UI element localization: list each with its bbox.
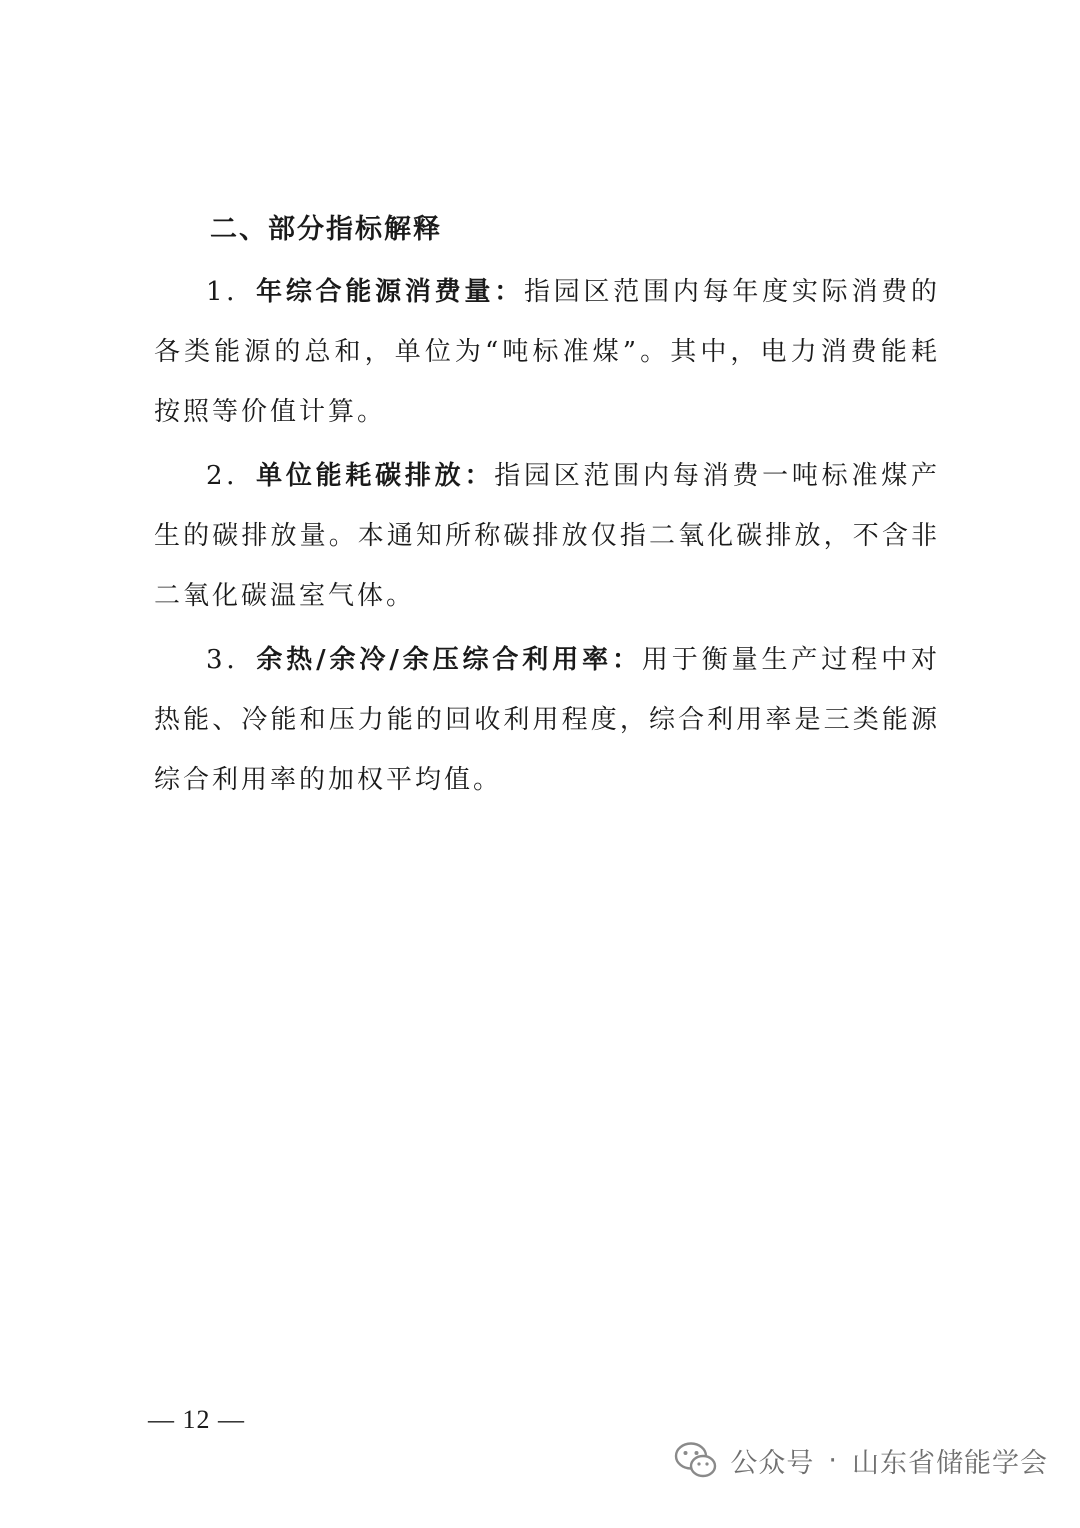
definition-text: 指园区范围内每消费一吨标准煤产生的碳排放量。本通知所称碳排放仅指二氧化碳排放，不含非二氧化碳温室气体。 — [154, 461, 940, 611]
definition-paragraph-3 — [154, 630, 940, 810]
account-watermark — [674, 1432, 1048, 1488]
definition-number: 2． — [206, 461, 257, 491]
definition-term: 单位能耗碳排放： — [256, 461, 495, 491]
definition-number: 1． — [206, 277, 257, 307]
watermark-prefix: 公众号 — [730, 1447, 815, 1479]
watermark-account: 山东省储能学会 — [852, 1447, 1048, 1479]
definition-term: 余热/余冷/余压综合利用率： — [256, 645, 642, 675]
watermark-separator: · — [828, 1444, 838, 1476]
definition-term: 年综合能源消费量： — [256, 277, 524, 307]
definition-paragraph-1 — [154, 262, 940, 442]
wechat-icon — [674, 1440, 718, 1480]
page-number: — 12 — — [148, 1405, 245, 1434]
definition-text: 用于衡量生产过程中对热能、冷能和压力能的回收利用程度，综合利用率是三类能源综合利用率的加权平均值。 — [154, 645, 940, 795]
definitions-list — [154, 262, 940, 814]
section-heading: 二、部分指标解释 — [210, 214, 442, 245]
definition-text: 指园区范围内每年度实际消费的各类能源的总和，单位为“吨标准煤”。其中，电力消费能耗按照等价值计算。 — [154, 277, 940, 427]
definition-paragraph-2 — [154, 446, 940, 626]
definition-number: 3． — [206, 645, 257, 675]
